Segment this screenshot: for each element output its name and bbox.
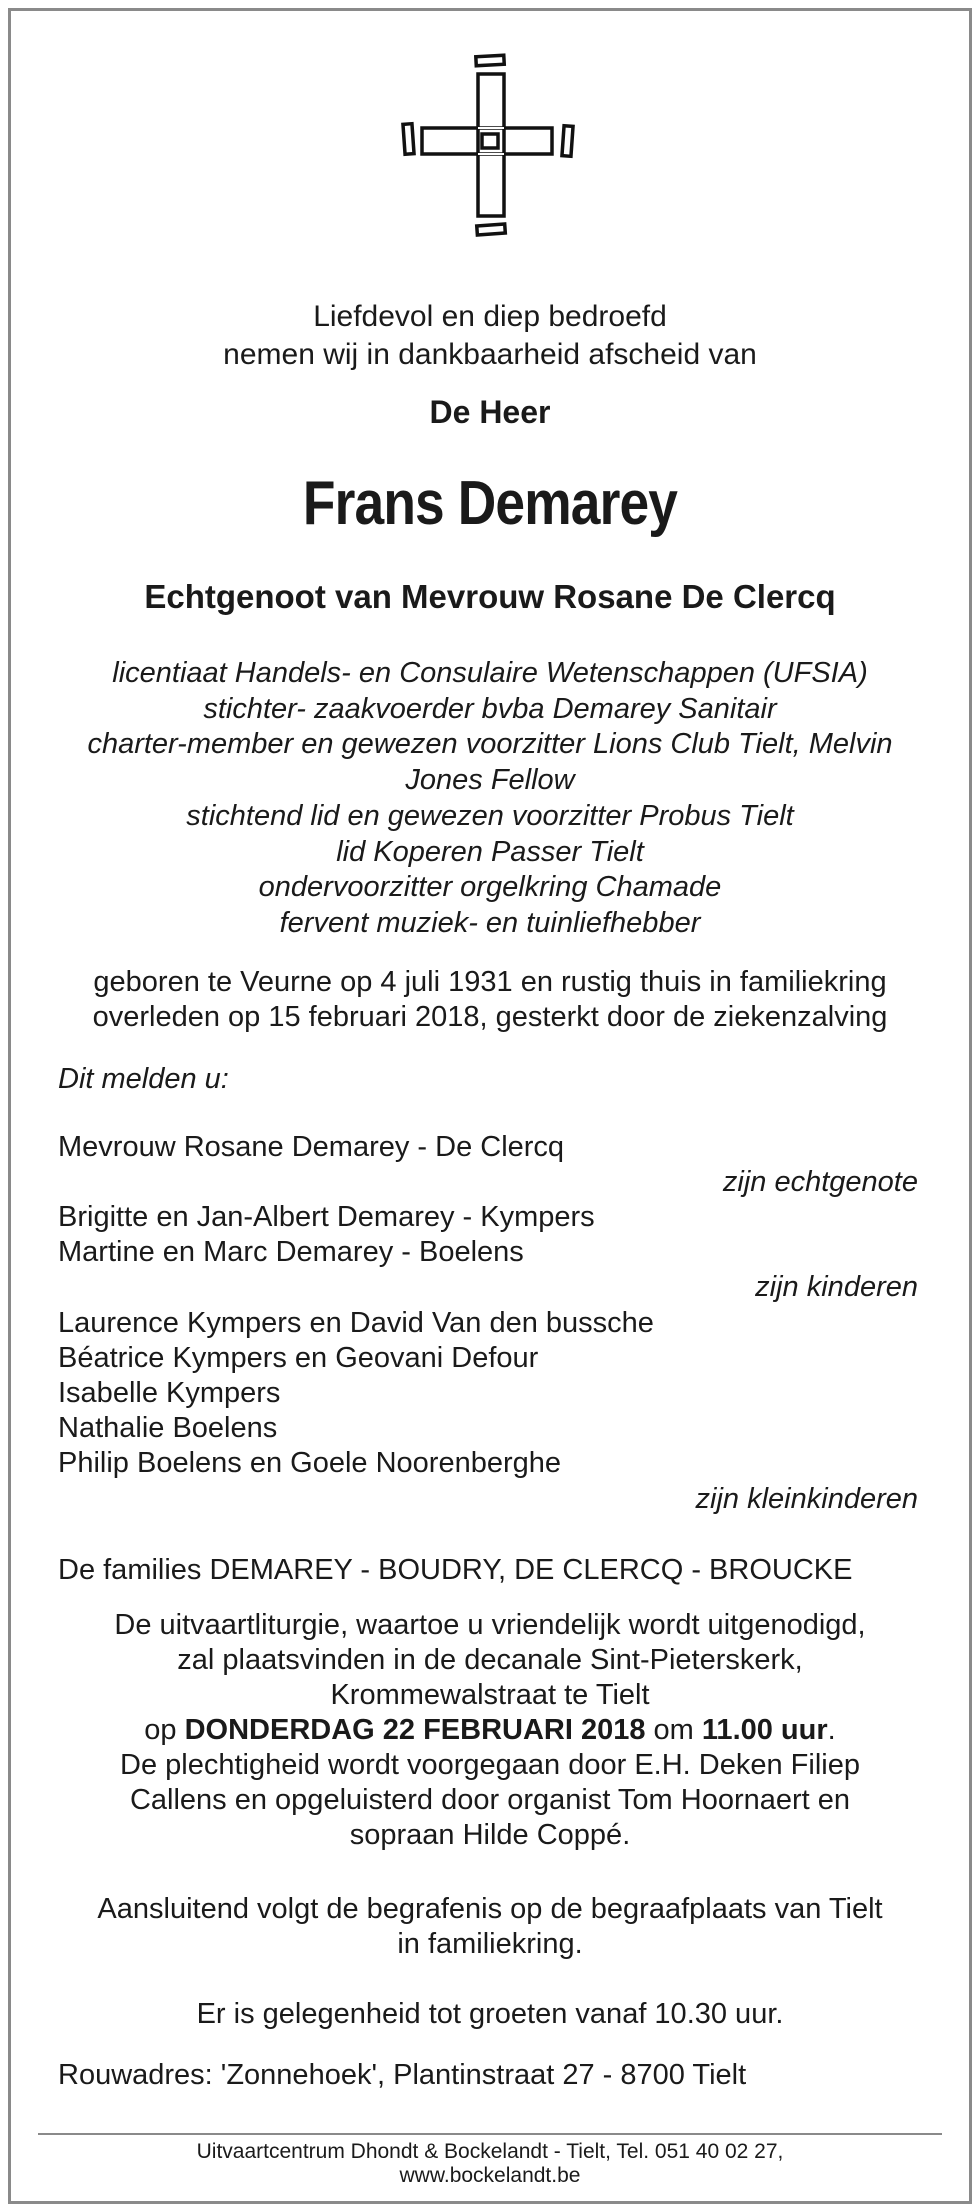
grandchild-entry: Isabelle Kympers bbox=[58, 1377, 281, 1409]
role-grandchildren: zijn kleinkinderen bbox=[695, 1483, 918, 1515]
spouse-line: Echtgenoot van Mevrouw Rosane De Clercq bbox=[144, 578, 836, 615]
ceremony-time: 11.00 uur bbox=[701, 1714, 828, 1746]
date-prefix: op bbox=[144, 1714, 177, 1746]
role-children: zijn kinderen bbox=[755, 1271, 918, 1303]
bio-line: fervent muziek- en tuinliefhebber bbox=[279, 906, 701, 939]
footer-website[interactable]: www.bockelandt.be bbox=[399, 2164, 581, 2187]
time-suffix: . bbox=[827, 1714, 836, 1746]
ceremony-line: De plechtigheid wordt voorgegaan door E.H. Deken Filiep bbox=[120, 1749, 860, 1781]
ceremony-info bbox=[0, 1608, 980, 1853]
cross-icon bbox=[392, 50, 592, 240]
child-entry: Martine en Marc Demarey - Boelens bbox=[58, 1236, 524, 1268]
grandchild-entry: Béatrice Kympers en Geovani Defour bbox=[58, 1342, 539, 1374]
birth-death bbox=[0, 965, 980, 1035]
bio-line: stichtend lid en gewezen voorzitter Probus Tielt bbox=[186, 799, 794, 832]
greeting-info: Er is gelegenheid tot groeten vanaf 10.30 uur. bbox=[196, 1998, 784, 2030]
born-line: overleden op 15 februari 2018, gesterkt door de ziekenzalving bbox=[92, 1001, 888, 1033]
intro-line: nemen wij in dankbaarheid afscheid van bbox=[223, 338, 757, 371]
ceremony-line: zal plaatsvinden in de decanale Sint-Pieterskerk, bbox=[177, 1644, 803, 1676]
grandchild-entry: Philip Boelens en Goele Noorenberghe bbox=[58, 1447, 562, 1479]
born-line: geboren te Veurne op 4 juli 1931 en rustig thuis in familiekring bbox=[93, 966, 887, 998]
role-spouse: zijn echtgenote bbox=[722, 1166, 918, 1198]
bio-line: stichter- zaakvoerder bvba Demarey Sanitair bbox=[203, 692, 777, 725]
burial-info bbox=[0, 1892, 980, 1962]
ceremony-date: DONDERDAG 22 FEBRUARI 2018 bbox=[184, 1714, 646, 1746]
grandchild-entry: Laurence Kympers en David Van den bussche bbox=[58, 1307, 654, 1339]
burial-line: in familiekring. bbox=[397, 1928, 583, 1960]
family-grandchildren bbox=[58, 1306, 654, 1481]
ceremony-date-line bbox=[0, 1713, 980, 1748]
bio-line: Jones Fellow bbox=[405, 764, 575, 797]
ceremony-line: De uitvaartliturgie, waartoe u vriendelijk wordt uitgenodigd, bbox=[114, 1609, 866, 1641]
ceremony-line: Krommewalstraat te Tielt bbox=[330, 1679, 650, 1711]
child-entry: Brigitte en Jan-Albert Demarey - Kympers bbox=[58, 1201, 595, 1233]
bio-line: ondervoorzitter orgelkring Chamade bbox=[258, 871, 722, 904]
honorific: De Heer bbox=[429, 394, 551, 430]
bio-line: lid Koperen Passer Tielt bbox=[336, 835, 644, 868]
ceremony-line: sopraan Hilde Coppé. bbox=[349, 1819, 631, 1851]
family-spouse: Mevrouw Rosane Demarey - De Clercq bbox=[58, 1131, 565, 1163]
intro-text bbox=[0, 298, 980, 374]
footer-divider bbox=[38, 2133, 942, 2135]
footer-line: Uitvaartcentrum Dhondt & Bockelandt - Tielt, Tel. 051 40 02 27, bbox=[196, 2140, 784, 2163]
bio-line: licentiaat Handels- en Consulaire Wetenschappen (UFSIA) bbox=[112, 657, 868, 689]
intro-line: Liefdevol en diep bedroefd bbox=[313, 300, 667, 333]
families-line: De families DEMAREY - BOUDRY, DE CLERCQ - BROUCKE bbox=[58, 1554, 853, 1586]
bio-line: charter-member en gewezen voorzitter Lions Club Tielt, Melvin bbox=[87, 728, 893, 761]
biography bbox=[0, 656, 980, 942]
announce-label: Dit melden u: bbox=[58, 1063, 229, 1095]
funeral-home-footer bbox=[0, 2140, 980, 2188]
deceased-name: Frans Demarey bbox=[302, 469, 678, 538]
mourning-address: Rouwadres: 'Zonnehoek', Plantinstraat 27 - 8700 Tielt bbox=[58, 2059, 747, 2091]
time-prefix: om bbox=[653, 1714, 694, 1746]
burial-line: Aansluitend volgt de begrafenis op de begraafplaats van Tielt bbox=[97, 1893, 883, 1925]
grandchild-entry: Nathalie Boelens bbox=[58, 1412, 278, 1444]
ceremony-line: Callens en opgeluisterd door organist Tom Hoornaert en bbox=[129, 1784, 851, 1816]
family-children bbox=[58, 1200, 595, 1270]
